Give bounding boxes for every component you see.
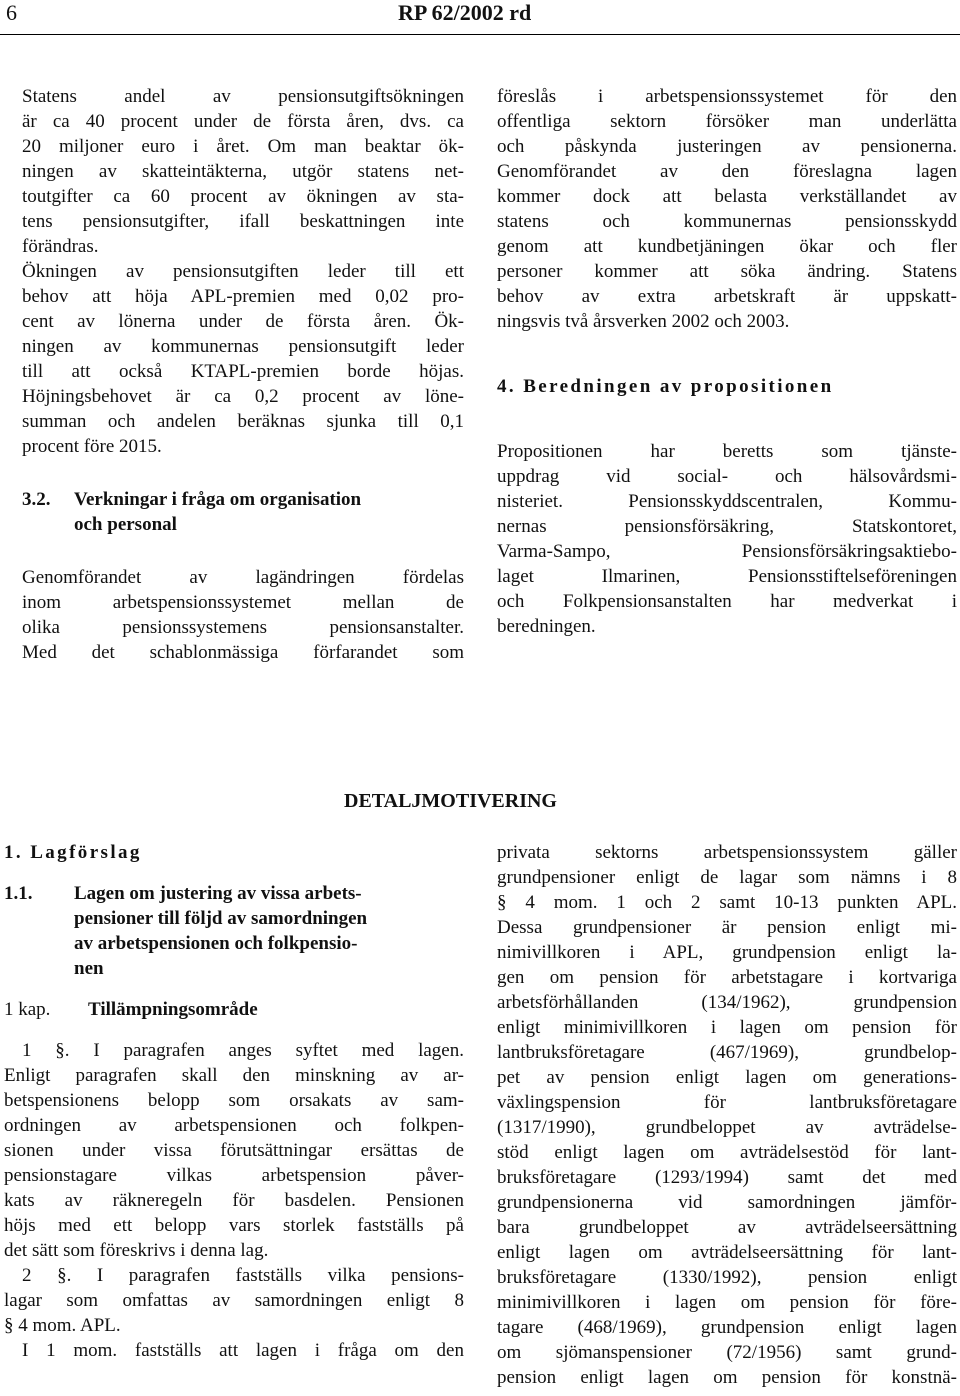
chapter-label: 1 kap.: [4, 999, 51, 1020]
chapter-title: Tillämpningsområde: [88, 999, 258, 1020]
section-heading-3-2: [22, 487, 464, 537]
text-line: enligt minimivillkoren i lagen om pension för: [497, 1017, 957, 1038]
text-line: ningen av kommunernas pensionsutgift leder: [22, 336, 464, 357]
text-line: statens och kommunernas pensionsskydd: [497, 211, 957, 232]
text-line: lantbruksföretagare (467/1969), grundbelop-: [497, 1042, 957, 1063]
text-line: behov att höja APL-premien med 0,02 pro-: [22, 286, 464, 307]
text-line: procent före 2015.: [22, 436, 162, 457]
text-line: bruksföretagare (1293/1994) samt det med: [497, 1167, 957, 1188]
text-line: summan och andelen beräknas sjunka till 0,1: [22, 411, 464, 432]
text-line: privata sektorns arbetspensionssystem gäller: [497, 842, 957, 863]
text-line: ningsvis två årsverken 2002 och 2003.: [497, 311, 790, 332]
paragraph: [22, 259, 464, 459]
text-line: inom arbetspensionssystemet mellan de: [22, 592, 464, 613]
text-line: tagare (468/1969), grundpension enligt lagen: [497, 1317, 957, 1338]
text-line: behov av extra arbetskraft är uppskatt-: [497, 286, 957, 307]
text-line: betspensionens belopp som orsakats av sam-: [4, 1090, 464, 1111]
subheading-line: av arbetspensionen och folkpensio-: [74, 933, 358, 954]
text-line: stöd enligt lagen om avträdelsestöd för lant-: [497, 1142, 957, 1163]
text-line: om sjömanspensioner (72/1956) samt grund-: [497, 1342, 957, 1363]
subheading-1-1: [4, 881, 464, 981]
text-line: personer kommer att söka ändring. Statens: [497, 261, 957, 282]
subheading-line: Lagen om justering av vissa arbets-: [74, 883, 362, 904]
text-line: (1317/1990), grundbeloppet av avträdelse-: [497, 1117, 957, 1138]
column-1: [22, 84, 464, 665]
subheading-line: pensioner till följd av samordningen: [74, 908, 368, 929]
text-line: Genomförandet av lagändringen fördelas: [22, 567, 464, 588]
text-line: pensionstagare vilkas arbetspension påver-: [4, 1165, 464, 1186]
text-line: bruksföretagare (1330/1992), pension enligt: [497, 1267, 957, 1288]
text-line: pension enligt lagen om pension för konstnä-: [497, 1367, 957, 1388]
text-line: och påskynda justeringen av pensionerna.: [497, 136, 957, 157]
paragraph: [4, 1263, 464, 1338]
text-line: nisteriet. Pensionsskyddscentralen, Kommu-: [497, 491, 957, 512]
subheading-number: 1.1.: [4, 883, 33, 904]
text-line: gen om pension för arbetstagare i kortvariga: [497, 967, 957, 988]
text-line: Varma-Sampo, Pensionsförsäkringsaktiebo-: [497, 541, 957, 562]
text-line: kats av räkneregeln för basdelen. Pensionen: [4, 1190, 464, 1211]
text-line: arbetsförhållanden (134/1962), grundpension: [497, 992, 957, 1013]
text-line: toutgifter ca 60 procent av ökningen av sta-: [22, 186, 464, 207]
paragraph: [497, 84, 957, 334]
text-line: Höjningsbehovet är ca 0,2 procent av löne-: [22, 386, 464, 407]
text-line: Propositionen har beretts som tjänste-: [497, 441, 957, 462]
text-line: Med det schablonmässiga förfarandet som: [22, 642, 464, 663]
paragraph: [4, 1338, 464, 1363]
column-4: [497, 840, 957, 1390]
paragraph: [22, 565, 464, 665]
paragraph: [4, 1063, 464, 1263]
text-line: sionen under vissa förutsättningar ersättas de: [4, 1140, 464, 1161]
text-line: ningen av skatteintäkterna, utgör statens net-: [22, 161, 464, 182]
document-id: RP 62/2002 rd: [398, 0, 532, 25]
text-line: minimivillkoren i lagen om pension för före-: [497, 1292, 957, 1313]
text-line: lagar som omfattas av samordningen enligt 8: [4, 1290, 464, 1311]
text-line: 2 §. I paragrafen fastställs vilka pensions-: [22, 1265, 464, 1286]
text-line: höjs med ett belopp vars storlek fastställs på: [4, 1215, 464, 1236]
text-line: Enligt paragrafen skall den minskning av ar-: [4, 1065, 464, 1086]
header-rule: [0, 34, 960, 35]
paragraph: [497, 439, 957, 639]
text-line: uppdrag vid social- och hälsovårdsmi-: [497, 466, 957, 487]
section-heading-4: 4. Beredningen av propositionen: [497, 376, 834, 397]
text-line: och Folkpensionsanstalten har medverkat i: [497, 591, 957, 612]
text-line: grundpensioner enligt de lagar som nämns i 8: [497, 867, 957, 888]
section-heading-line: Verkningar i fråga om organisation: [74, 489, 362, 510]
text-line: det sätt som föreskrivs i denna lag.: [4, 1240, 269, 1261]
text-line: olika pensionssystemens pensionsanstalter.: [22, 617, 464, 638]
text-line: kommer dock att belasta verkställandet av: [497, 186, 957, 207]
text-line: tens pensionsutgifter, ifall beskattningen inte: [22, 211, 464, 232]
text-line: § 4 mom. APL.: [4, 1315, 121, 1336]
column-2: [497, 84, 957, 639]
text-line: Ökningen av pensionsutgiften leder till ett: [22, 261, 464, 282]
section-number: 3.2.: [22, 489, 51, 510]
text-line: 20 miljoner euro i året. Om man beaktar ök-: [22, 136, 464, 157]
text-line: bara grundbeloppet av avträdelseersättning: [497, 1217, 957, 1238]
text-line: I 1 mom. fastställs att lagen i fråga om den: [22, 1340, 464, 1361]
text-line: pet av pension enligt lagen om generations-: [497, 1067, 957, 1088]
text-line: är ca 40 procent under de första åren, dvs. ca: [22, 111, 464, 132]
text-line: beredningen.: [497, 616, 596, 637]
text-line: nernas pensionsförsäkring, Statskontoret,: [497, 516, 957, 537]
heading-lagforslag: 1. Lagförslag: [4, 842, 142, 863]
section-heading-line: och personal: [74, 514, 177, 535]
text-line: Genomförandet av den föreslagna lagen: [497, 161, 957, 182]
text-line: offentliga sektorn försöker man underlätta: [497, 111, 957, 132]
page-number: 6: [6, 0, 17, 25]
text-line: laget Ilmarinen, Pensionsstiftelseföreningen: [497, 566, 957, 587]
text-line: enligt lagen om avträdelseersättning för lant-: [497, 1242, 957, 1263]
text-line: grundpensionerna vid samordningen jämför-: [497, 1192, 957, 1213]
chapter-heading: [4, 997, 464, 1022]
text-line: Statens andel av pensionsutgiftsökningen: [22, 86, 464, 107]
subheading-line: nen: [74, 958, 104, 979]
text-line: nimivillkoren i APL, grundpension enligt la-: [497, 942, 957, 963]
text-line: förändras.: [22, 236, 99, 257]
paragraph: [22, 84, 464, 259]
text-line: växlingspension för lantbruksföretagare: [497, 1092, 957, 1113]
text-line: till att också KTAPL-premien borde höjas.: [22, 361, 464, 382]
paragraph: [4, 1038, 464, 1063]
text-line: § 4 mom. 1 och 2 samt 10-13 punkten APL.: [497, 892, 957, 913]
detail-title: DETALJMOTIVERING: [344, 790, 557, 812]
text-line: föreslås i arbetspensionssystemet för den: [497, 86, 957, 107]
text-line: Dessa grundpensioner är pension enligt mi-: [497, 917, 957, 938]
column-3: [4, 840, 464, 1363]
text-line: cent av lönerna under de första åren. Ök-: [22, 311, 464, 332]
text-line: genom att kundbetjäningen ökar och fler: [497, 236, 957, 257]
text-line: 1 §. I paragrafen anges syftet med lagen.: [22, 1040, 464, 1061]
paragraph: [497, 840, 957, 1390]
text-line: ordningen av arbetspensionen och folkpen-: [4, 1115, 464, 1136]
